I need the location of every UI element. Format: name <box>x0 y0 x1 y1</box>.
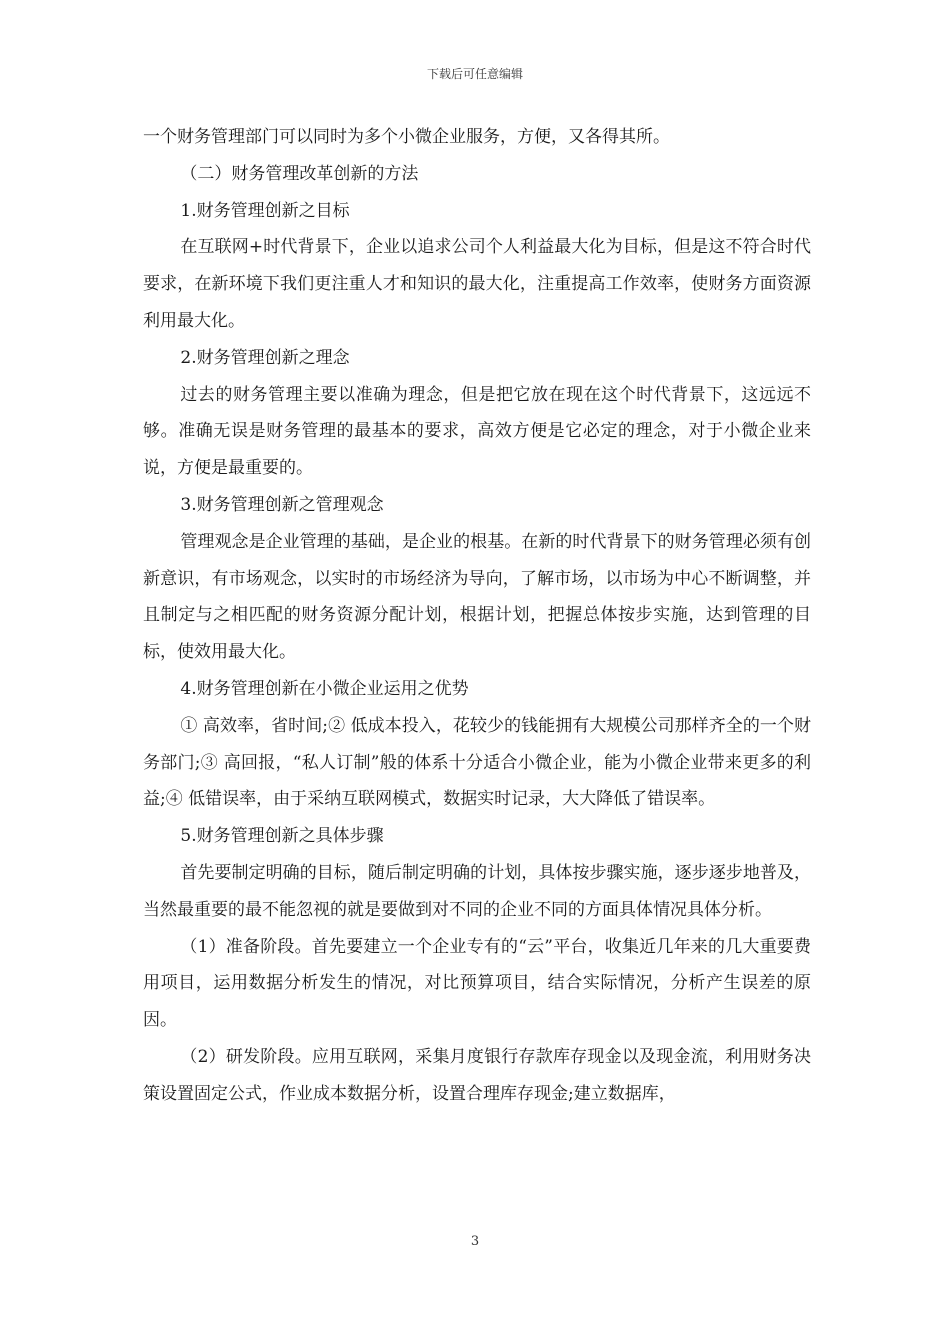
subsection-heading: 3.财务管理创新之管理观念 <box>180 494 384 515</box>
paragraph: 在互联网+时代背景下，企业以追求公司个人利益最大化为目标，但是这不符合时代要求，在新环境下我们更注重人才和知识的最大化，注重提高工作效率，使财务方面资源利用最大化。 <box>143 237 811 331</box>
page-header: 下载后可任意编辑 <box>426 67 523 81</box>
section-heading: （二）财务管理改革创新的方法 <box>180 163 419 184</box>
subsection-heading: 5.财务管理创新之具体步骤 <box>180 826 384 847</box>
paragraph: （1）准备阶段。首先要建立一个企业专有的“云”平台，收集近几年来的几大重要费用项目，运用数据分析发生的情况，对比预算项目，结合实际情况，分析产生误差的原因。 <box>143 936 811 1031</box>
document-body <box>143 119 811 1113</box>
subsection-heading: 4.财务管理创新在小微企业运用之优势 <box>180 678 469 699</box>
page-number: 3 <box>470 1234 480 1249</box>
subsection-heading: 2.财务管理创新之理念 <box>180 347 350 368</box>
paragraph: 管理观念是企业管理的基础，是企业的根基。在新的时代背景下的财务管理必须有创新意识，有市场观念，以实时的市场经济为导向，了解市场，以市场为中心不断调整，并且制定与之相匹配的财务资源分配计划，根据计划，把握总体按步实施，达到管理的目标，使效用最大化。 <box>143 531 811 663</box>
paragraph: （2）研发阶段。应用互联网，采集月度银行存款库存现金以及现金流，利用财务决策设置固定公式，作业成本数据分析，设置合理库存现金;建立数据库， <box>143 1046 811 1104</box>
paragraph: 一个财务管理部门可以同时为多个小微企业服务，方便，又各得其所。 <box>143 127 670 147</box>
paragraph: ① 高效率，省时间;② 低成本投入，花较少的钱能拥有大规模公司那样齐全的一个财务部门;③ 高回报，“私人订制”般的体系十分适合小微企业，能为小微企业带来更多的利益;④ 低错误率，由于采纳互联网模式，数据实时记录，大大降低了错误率。 <box>143 715 811 810</box>
paragraph: 过去的财务管理主要以准确为理念，但是把它放在现在这个时代背景下，这远远不够。准确无误是财务管理的最基本的要求，高效方便是它必定的理念，对于小微企业来说，方便是最重要的。 <box>143 384 811 479</box>
paragraph: 首先要制定明确的目标，随后制定明确的计划，具体按步骤实施，逐步逐步地普及，当然最重要的最不能忽视的就是要做到对不同的企业不同的方面具体情况具体分析。 <box>143 862 811 920</box>
subsection-heading: 1.财务管理创新之目标 <box>180 200 350 221</box>
